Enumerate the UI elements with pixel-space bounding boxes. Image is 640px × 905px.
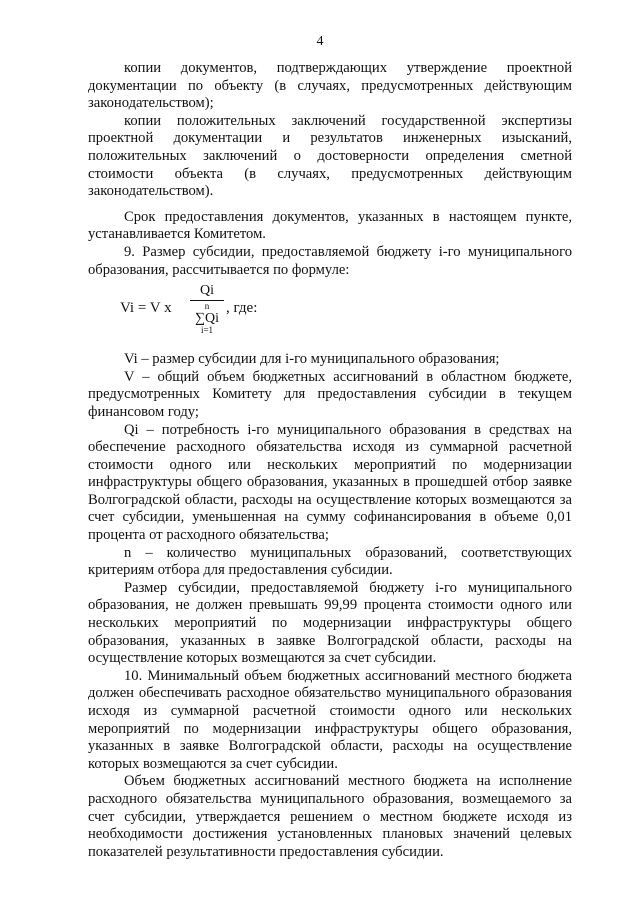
formula-sum-bottom: i=1 [200, 325, 214, 336]
paragraph: 9. Размер субсидии, предоставляемой бюджету i-го муниципального образования, рассчитывается по формуле: [88, 243, 572, 278]
formula-numerator: Qi [200, 283, 214, 299]
paragraph: Объем бюджетных ассигнований местного бюджета на исполнение расходного обязательства муниципального образования, возмещаемого за счет субсидии, утверждается решением о местном бюджете исходя из необходимости достижения установленных плановых значений целевых показателей результативности предоставления субсидии. [88, 773, 572, 860]
formula-lhs: Vi = V x [120, 300, 172, 317]
paragraph: Размер субсидии, предоставляемой бюджету i-го муниципального образования, не должен превышать 99,99 процента стоимости одного или нескольких мероприятий по модернизации инфраструктуры общего образования, указанных в заявке Волгоградской области, расходы на осуществление которых возмещаются за счет субсидии. [88, 579, 572, 667]
page-number: 4 [316, 34, 324, 49]
paragraph: 10. Минимальный объем бюджетных ассигнований местного бюджета должен обеспечивать расходное обязательство муниципального образования исходя из суммарной расчетной стоимости одного или нескольких мероприятий по модернизации инфраструктуры общего образования, указанных в заявке Волгоградской области, расходы на осуществление которых возмещаются за счет субсидии. [88, 667, 572, 772]
formula-tail: , где: [226, 300, 258, 317]
document-body [88, 60, 572, 861]
paragraph: Qi – потребность i-го муниципального образования в средствах на обеспечение расходного обязательства исходя из суммарной расчетной стоимости одного или нескольких мероприятий по модернизации инфраструктуры общего образования, указанных в прошедшей отбор заявке Волгоградской области, расходы на осуществление которых возмещаются за счет субсидии, уменьшенная на сумму софинансирования в объеме 0,01 процента от расходного обязательства; [88, 421, 572, 544]
paragraph: копии документов, подтверждающих утверждение проектной документации по объекту (в случаях, предусмотренных действующим законодательством); [88, 60, 572, 112]
subsidy-formula [88, 281, 572, 345]
paragraph: Срок предоставления документов, указанных в настоящем пункте, устанавливается Комитетом. [88, 208, 572, 243]
paragraph: n – количество муниципальных образований, соответствующих критериям отбора для предоставления субсидии. [88, 544, 572, 579]
paragraph: копии положительных заключений государственной экспертизы проектной документации и результатов инженерных изысканий, положительных заключений о достоверности определения сметной стоимости объекта (в случаях, предусмотренных действующим законодательством). [88, 112, 572, 200]
formula-sum-top: n [204, 301, 210, 312]
formula-fraction [190, 283, 224, 335]
formula-denominator: ∑Qi [195, 311, 219, 327]
paragraph: V – общий объем бюджетных ассигнований в областном бюджете, предусмотренных Комитету для предоставления субсидии в текущем финансовом году; [88, 368, 572, 420]
paragraph: Vi – размер субсидии для i-го муниципального образования; [124, 351, 500, 368]
